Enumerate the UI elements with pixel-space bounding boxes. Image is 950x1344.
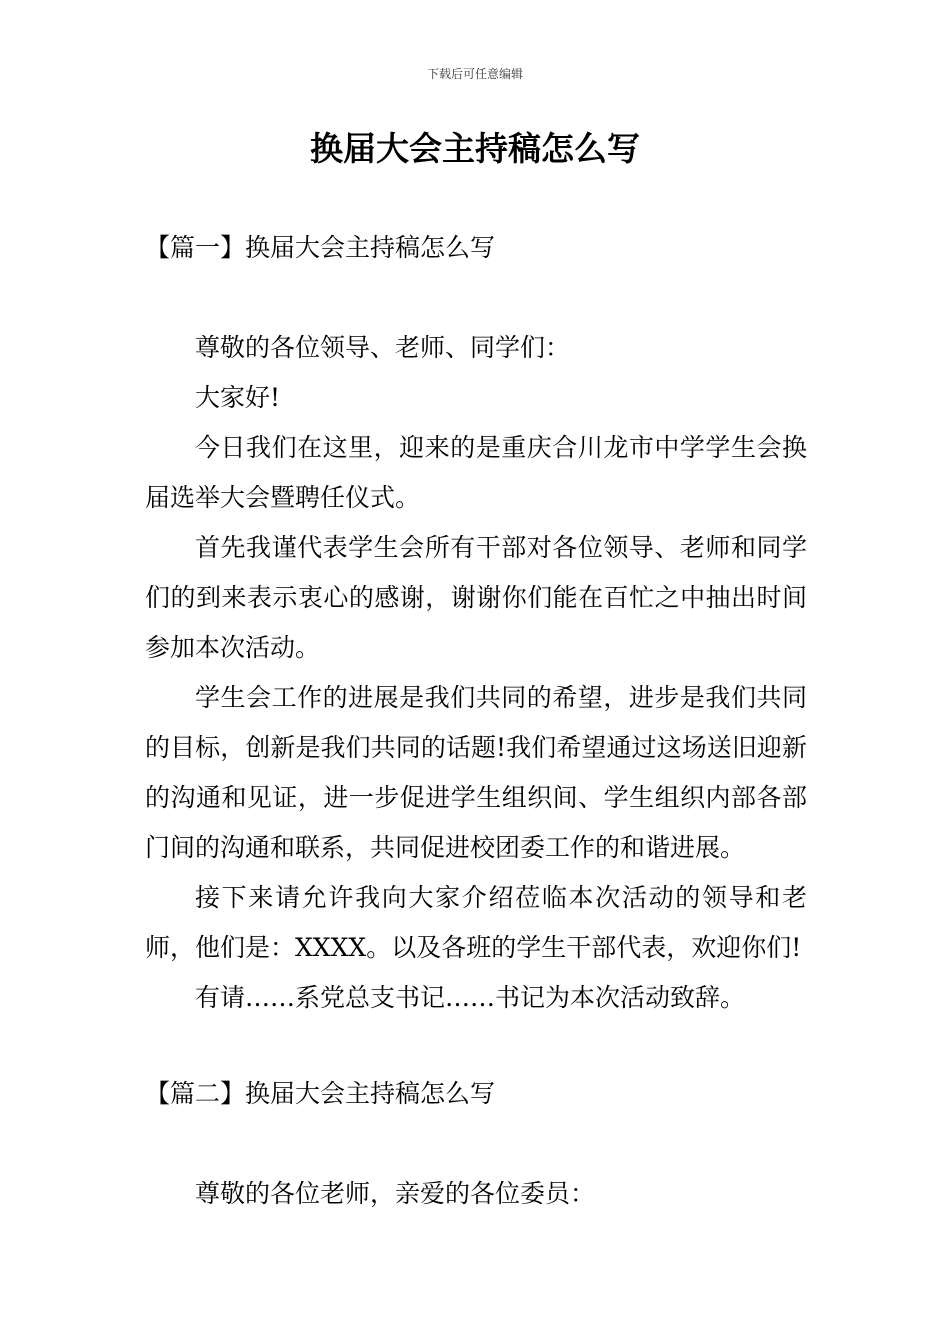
paragraph: 大家好! <box>195 383 281 412</box>
paragraph: 尊敬的各位领导、老师、同学们： <box>195 333 571 362</box>
section-1-body <box>145 323 807 1023</box>
paragraph: 今日我们在这里，迎来的是重庆合川龙市中学学生会换届选举大会暨聘任仪式。 <box>145 433 807 512</box>
paragraph: 接下来请允许我向大家介绍莅临本次活动的领导和老师，他们是：XXXX。以及各班的学生干部代表，欢迎你们! <box>145 883 807 962</box>
paragraph: 学生会工作的进展是我们共同的希望，进步是我们共同的目标，创新是我们共同的话题!我们希望通过这场送旧迎新的沟通和见证，进一步促进学生组织间、学生组织内部各部门间的沟通和联系，共同促进校团委工作的和谐进展。 <box>145 683 807 862</box>
paragraph: 尊敬的各位老师，亲爱的各位委员： <box>195 1179 596 1208</box>
header-note: 下载后可任意编辑 <box>426 67 523 81</box>
section-2-heading: 【篇二】换届大会主持稿怎么写 <box>145 1079 496 1108</box>
section-1-heading: 【篇一】换届大会主持稿怎么写 <box>145 233 496 262</box>
section-2-body <box>145 1169 807 1219</box>
paragraph: 有请……系党总支书记……书记为本次活动致辞。 <box>195 983 746 1012</box>
document-title: 换届大会主持稿怎么写 <box>310 129 640 168</box>
paragraph: 首先我谨代表学生会所有干部对各位领导、老师和同学们的到来表示衷心的感谢，谢谢你们能在百忙之中抽出时间参加本次活动。 <box>145 533 807 662</box>
